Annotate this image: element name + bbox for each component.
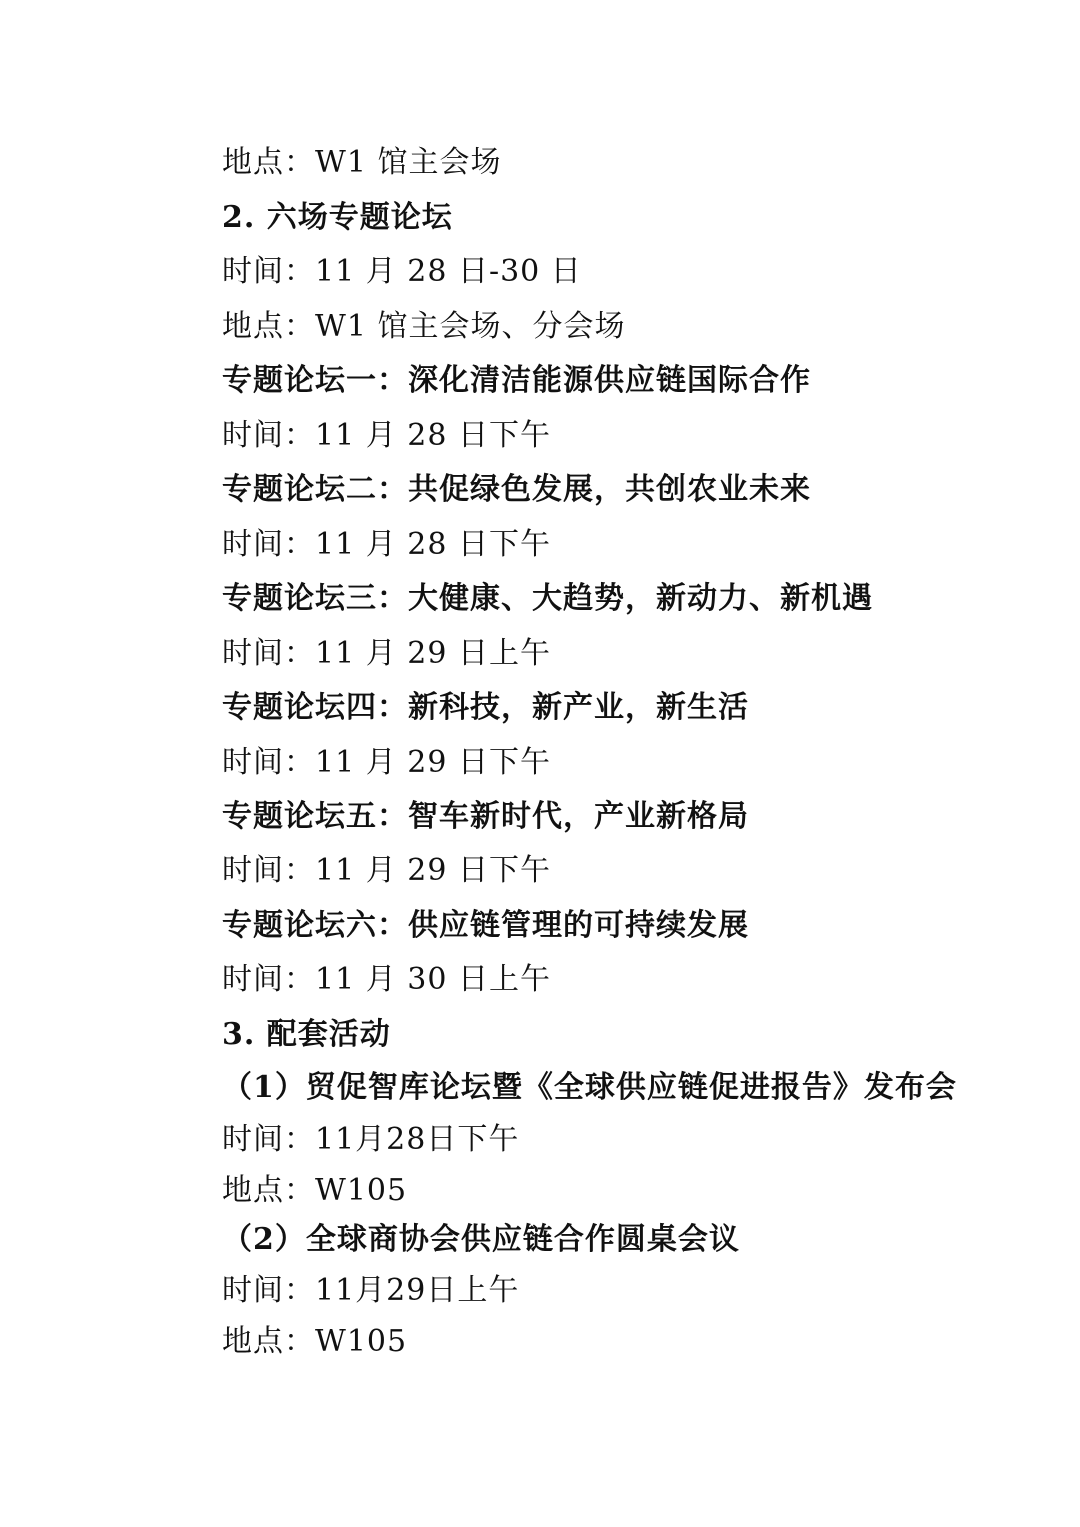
forum-4-title: 专题论坛四：新科技，新产业，新生活 — [222, 690, 749, 725]
activity-1-title: （1）贸促智库论坛暨《全球供应链促进报告》发布会 — [222, 1070, 957, 1105]
activity-1-time: 时间：11月28日下午 — [222, 1122, 520, 1157]
activity-1-venue: 地点：W105 — [222, 1173, 408, 1208]
forum-1-time: 时间：11 月 28 日下午 — [222, 418, 551, 453]
forum-5-title: 专题论坛五：智车新时代，产业新格局 — [222, 799, 749, 834]
forums-venue: 地点：W1 馆主会场、分会场 — [222, 309, 626, 344]
forum-5-time: 时间：11 月 29 日下午 — [222, 853, 551, 888]
activity-2-title: （2）全球商协会供应链合作圆桌会议 — [222, 1222, 740, 1257]
forums-time: 时间：11 月 28 日-30 日 — [222, 254, 582, 289]
forum-4-time: 时间：11 月 29 日下午 — [222, 745, 551, 780]
activity-2-time: 时间：11月29日上午 — [222, 1273, 520, 1308]
activity-2-venue: 地点：W105 — [222, 1324, 408, 1359]
forum-2-time: 时间：11 月 28 日下午 — [222, 527, 551, 562]
forum-6-title: 专题论坛六：供应链管理的可持续发展 — [222, 908, 749, 943]
forum-1-title: 专题论坛一：深化清洁能源供应链国际合作 — [222, 363, 811, 398]
forum-3-time: 时间：11 月 29 日上午 — [222, 636, 551, 671]
forum-6-time: 时间：11 月 30 日上午 — [222, 962, 551, 997]
section-heading-activities: 3. 配套活动 — [222, 1017, 391, 1052]
venue-main-hall: 地点：W1 馆主会场 — [222, 145, 502, 180]
forum-3-title: 专题论坛三：大健康、大趋势，新动力、新机遇 — [222, 581, 873, 616]
section-heading-forums: 2. 六场专题论坛 — [222, 200, 453, 235]
forum-2-title: 专题论坛二：共促绿色发展，共创农业未来 — [222, 472, 811, 507]
